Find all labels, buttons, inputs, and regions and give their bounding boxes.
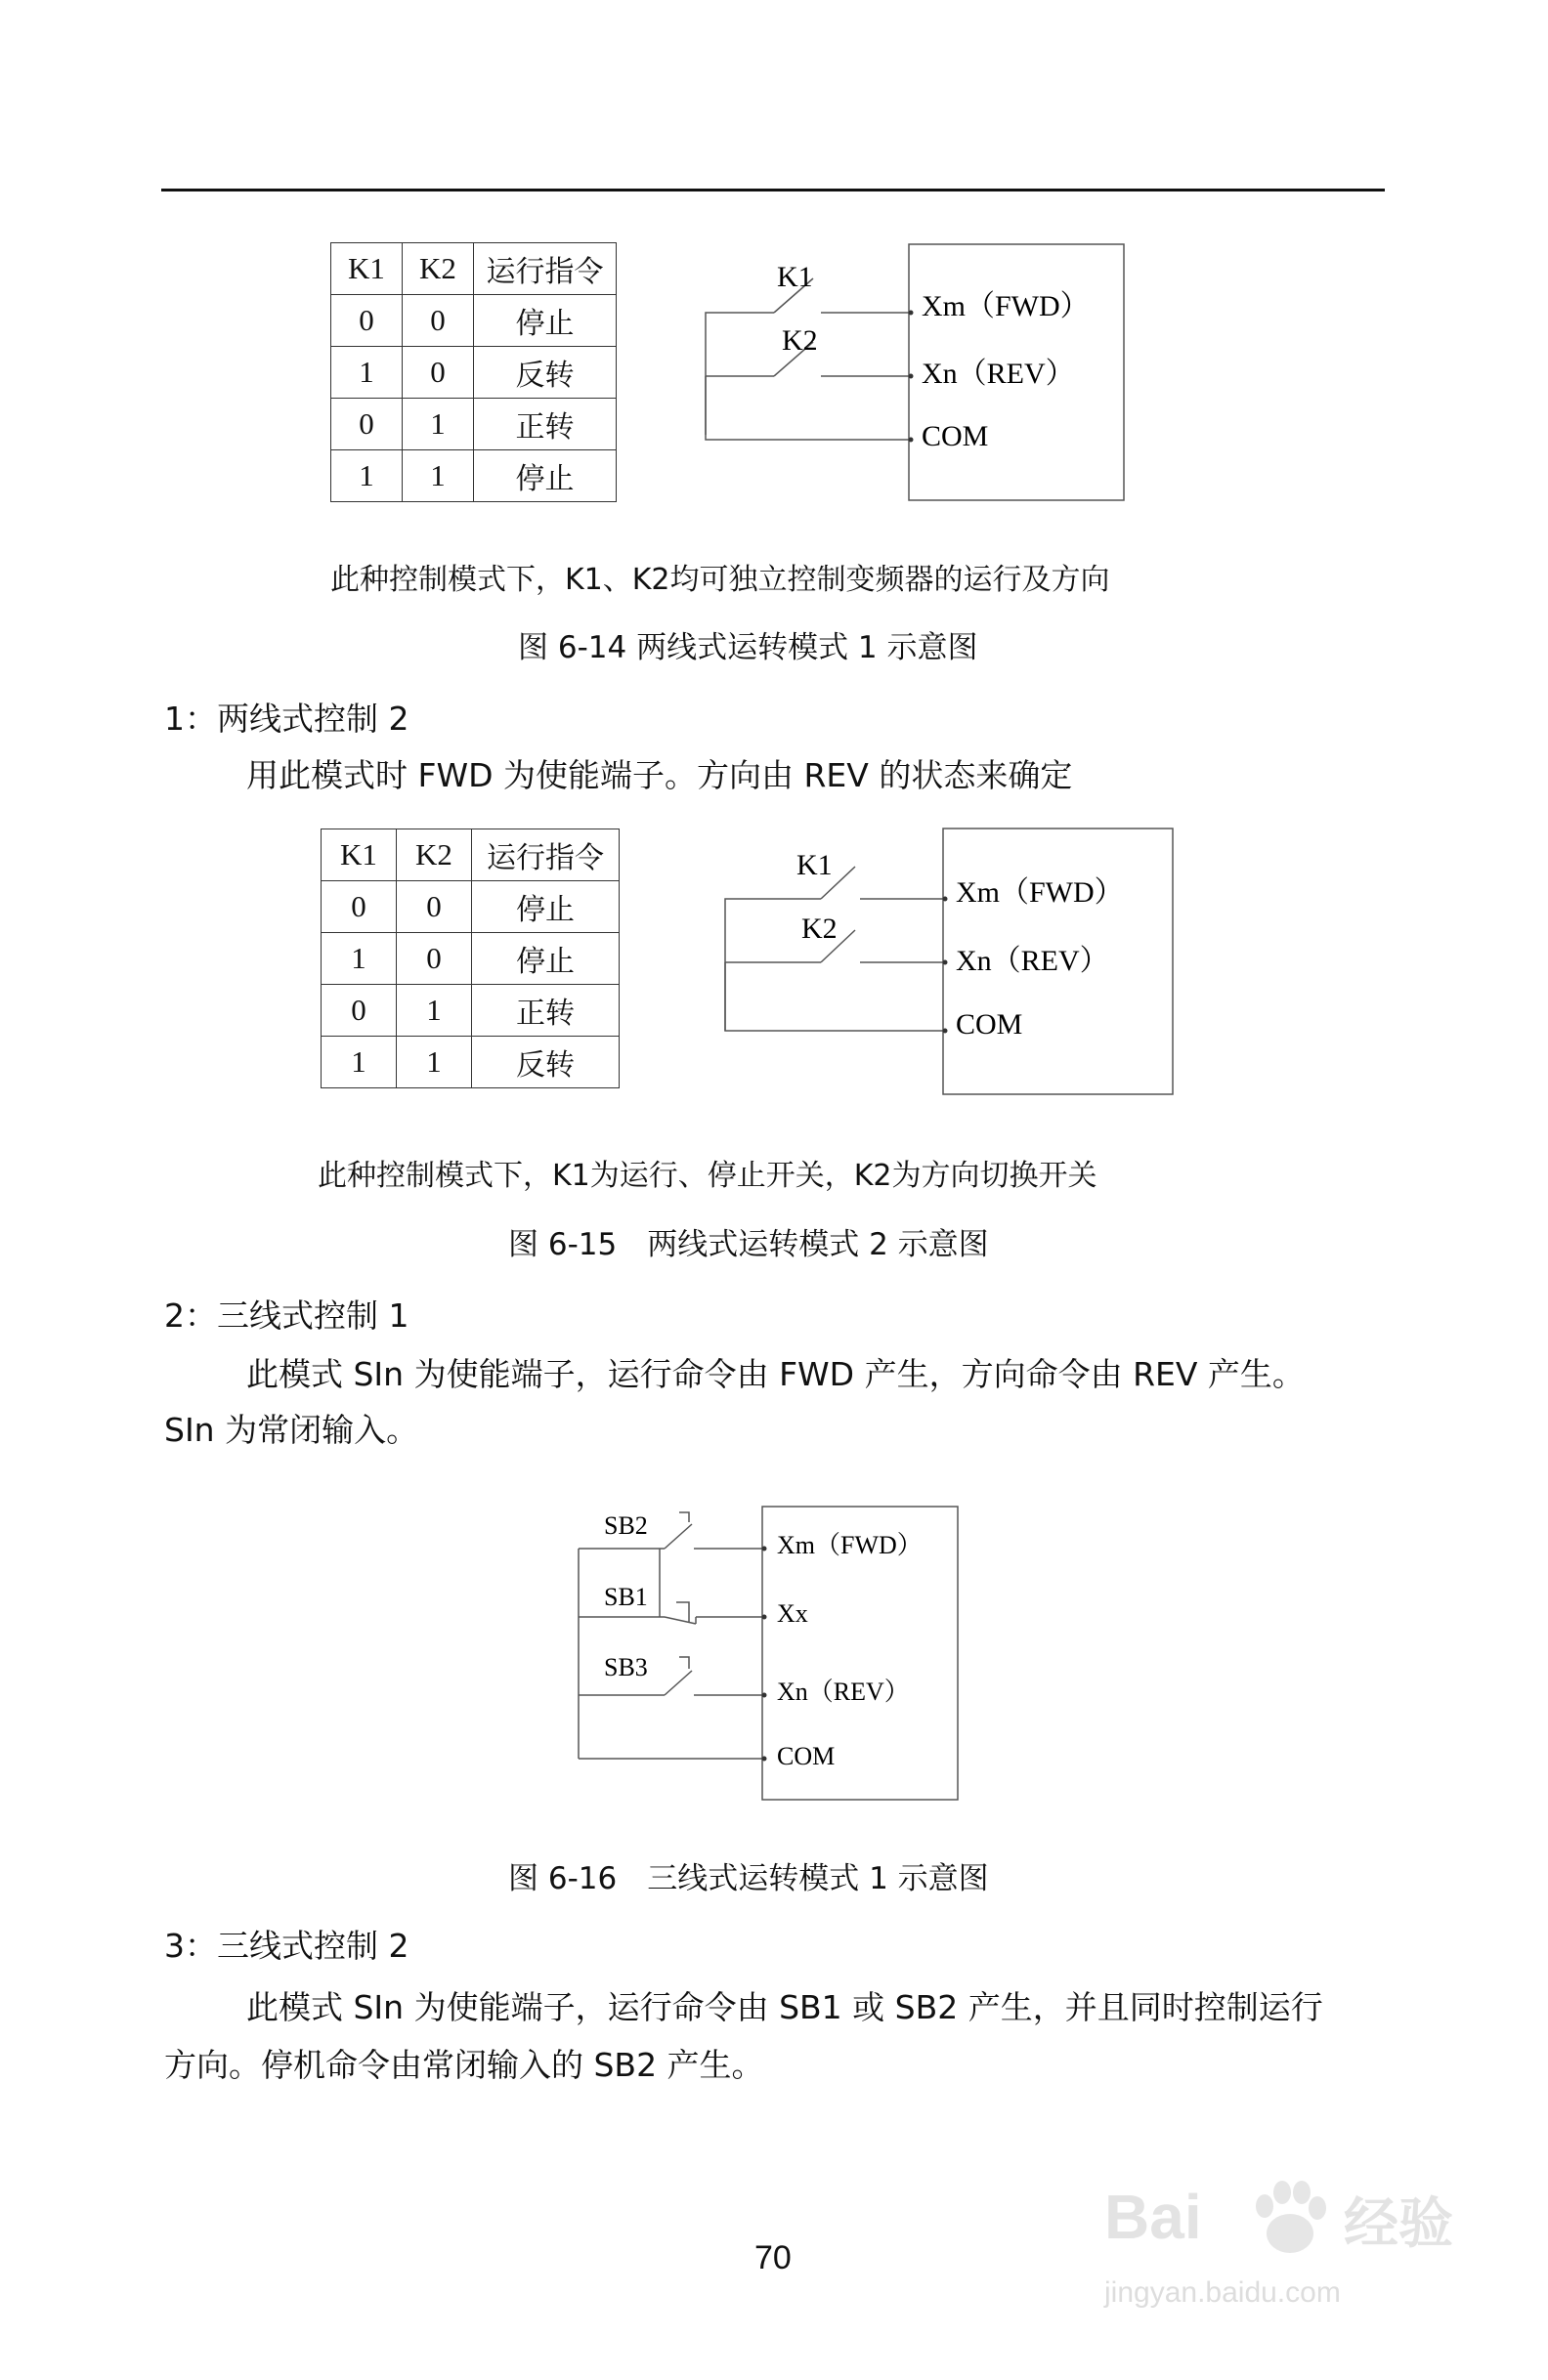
figure-caption-3: 图 6-16 三线式运转模式 1 示意图: [508, 1861, 989, 1896]
k1-label: K1: [796, 849, 833, 881]
wiring-diagram-2: [704, 826, 1192, 1099]
terminal-com-label: COM: [956, 1008, 1023, 1041]
com-wire: [725, 962, 943, 1031]
terminal-rev-label: Xn（REV）: [956, 945, 1109, 977]
table-cell: 0: [403, 347, 474, 399]
table-cell: 1: [397, 985, 472, 1037]
table-cell: 1: [331, 450, 403, 502]
sb3-contact: [665, 1671, 692, 1695]
table-row: [322, 881, 620, 933]
section-heading-1: 1：两线式控制 2: [164, 700, 409, 738]
terminal-com-label: COM: [922, 420, 989, 452]
watermark-brand: Bai: [1104, 2182, 1202, 2252]
table-cell: 1: [403, 450, 474, 502]
terminal-rev-label: Xn（REV）: [777, 1678, 910, 1706]
section-heading-3: 3：三线式控制 2: [164, 1927, 409, 1965]
sb3-label: SB3: [604, 1653, 648, 1681]
baidu-watermark: [1104, 2169, 1534, 2325]
table-cell: 0: [331, 295, 403, 347]
table-row: [322, 933, 620, 985]
table-cell: 0: [403, 295, 474, 347]
table-row: [331, 399, 617, 450]
terminal-fwd-label: Xm（FWD）: [922, 290, 1090, 322]
paw-icon: [1243, 2173, 1337, 2267]
table-cell: 反转: [472, 1037, 620, 1088]
terminal-com-label: COM: [777, 1742, 836, 1770]
table-header-cell: K2: [403, 243, 474, 295]
k2-label: K2: [801, 913, 838, 945]
table-cell: 停止: [474, 295, 617, 347]
table-header-row: [322, 829, 620, 881]
figure-caption-2: 图 6-15 两线式运转模式 2 示意图: [508, 1227, 989, 1262]
section-body-3-line2: 方向。停机命令由常闭输入的 SB2 产生。: [164, 2046, 764, 2084]
table-cell: 停止: [472, 881, 620, 933]
table-row: [331, 295, 617, 347]
table-header-cell: K1: [322, 829, 397, 881]
table-header-cell: K1: [331, 243, 403, 295]
section-body-1: 用此模式时 FWD 为使能端子。方向由 REV 的状态来确定: [246, 756, 1073, 794]
terminal-rev-label: Xn（REV）: [922, 358, 1075, 390]
table-row: [322, 985, 620, 1037]
sb2-contact: [665, 1524, 692, 1549]
section-body-3-line1: 此模式 SIn 为使能端子，运行命令由 SB1 或 SB2 产生，并且同时控制运行: [246, 1988, 1323, 2026]
common-wire: [706, 313, 774, 435]
com-wire: [706, 376, 909, 440]
table-cell: 1: [322, 933, 397, 985]
table-header-cell: K2: [397, 829, 472, 881]
table-cell: 停止: [474, 450, 617, 502]
watermark-brand-2: 经验: [1344, 2192, 1453, 2254]
table-cell: 正转: [474, 399, 617, 450]
table-row: [322, 1037, 620, 1088]
table-header-cell: 运行指令: [472, 829, 620, 881]
table-row: [331, 450, 617, 502]
figure-caption-1: 图 6-14 两线式运转模式 1 示意图: [518, 630, 978, 665]
truth-table-1: [330, 242, 617, 502]
table-cell: 正转: [472, 985, 620, 1037]
table-cell: 反转: [474, 347, 617, 399]
section-heading-2: 2：三线式控制 1: [164, 1296, 409, 1335]
wiring-diagram-3: [567, 1495, 977, 1807]
header-rule: [161, 189, 1385, 191]
table-cell: 1: [322, 1037, 397, 1088]
table-cell: 0: [322, 985, 397, 1037]
section-body-2-line2: SIn 为常闭输入。: [164, 1411, 419, 1449]
table-cell: 1: [331, 347, 403, 399]
k2-label: K2: [782, 324, 818, 357]
sb1-label: SB1: [604, 1583, 648, 1611]
table-cell: 0: [322, 881, 397, 933]
table-header-row: [331, 243, 617, 295]
sb2-label: SB2: [604, 1511, 648, 1540]
table-cell: 停止: [472, 933, 620, 985]
table-cell: 0: [397, 933, 472, 985]
terminal-xx-label: Xx: [777, 1599, 808, 1628]
figure-note-1: 此种控制模式下，K1、K2均可独立控制变频器的运行及方向: [330, 563, 1110, 597]
table-row: [331, 347, 617, 399]
table-cell: 0: [397, 881, 472, 933]
figure-note-2: 此种控制模式下，K1为运行、停止开关，K2为方向切换开关: [318, 1159, 1097, 1193]
watermark-url: jingyan.baidu.com: [1104, 2276, 1341, 2309]
section-body-2-line1: 此模式 SIn 为使能端子，运行命令由 FWD 产生，方向命令由 REV 产生。: [246, 1355, 1305, 1393]
k1-label: K1: [777, 261, 813, 293]
table-cell: 1: [397, 1037, 472, 1088]
page-number: 70: [754, 2239, 792, 2276]
wiring-diagram-1: [684, 239, 1153, 513]
table-cell: 1: [403, 399, 474, 450]
sb1-contact: [665, 1617, 696, 1624]
terminal-fwd-label: Xm（FWD）: [777, 1531, 923, 1559]
table-header-cell: 运行指令: [474, 243, 617, 295]
terminal-fwd-label: Xm（FWD）: [956, 876, 1124, 909]
truth-table-2: [321, 829, 620, 1088]
table-cell: 0: [331, 399, 403, 450]
